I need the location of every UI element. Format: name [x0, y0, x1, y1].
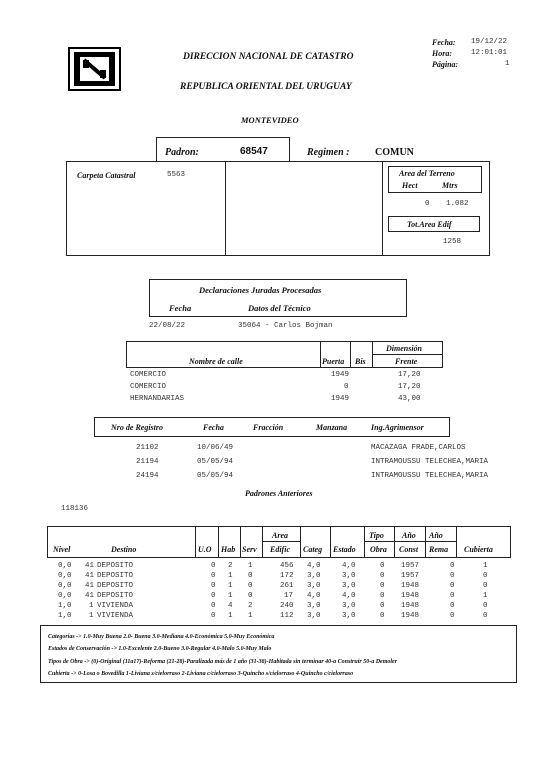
area-cell: 17	[284, 592, 294, 600]
agrimensor-label: Ing.Agrimensor	[371, 423, 424, 432]
categ-cell: 4,0	[307, 592, 321, 600]
tipo-cell: 0	[380, 602, 385, 610]
const-cell: 1948	[401, 582, 420, 590]
table-row	[0, 371, 543, 380]
rema-cell: 0	[450, 582, 455, 590]
cod-cell: 1	[89, 612, 94, 620]
tipo-cell: 0	[380, 572, 385, 580]
calle-puerta: 0	[344, 383, 349, 391]
destino-cell: VIVIENDA	[97, 602, 134, 610]
regimen-value: COMUN	[375, 147, 414, 158]
uo-cell: 0	[211, 562, 216, 570]
tot-area-label: Tot.Area Edif	[407, 220, 452, 229]
nombre-calle-label: Nombre de calle	[189, 357, 243, 366]
destino-cell: DEPOSITO	[97, 572, 134, 580]
destino-header: Destino	[111, 545, 137, 554]
calle-nombre: COMERCIO	[130, 383, 167, 391]
fraccion-label: Fracción	[253, 423, 284, 432]
serv-cell: 1	[248, 562, 253, 570]
anio-const-header-top: Año	[402, 531, 416, 540]
uo-header: U.O	[198, 545, 212, 554]
declaraciones-title: Declaraciones Juradas Procesadas	[199, 285, 322, 295]
hab-header: Hab	[221, 545, 236, 554]
declaraciones-tecnico-label: Datos del Técnico	[248, 303, 311, 313]
calle-nombre: HERNANDARIAS	[130, 395, 185, 403]
const-cell: 1957	[401, 562, 420, 570]
pagina-value: 1	[505, 60, 510, 68]
fecha-value: 19/12/22	[471, 38, 508, 46]
registro-fecha-label: Fecha	[203, 423, 224, 432]
serv-cell: 0	[248, 592, 253, 600]
uo-cell: 0	[211, 592, 216, 600]
calle-puerta: 1949	[331, 395, 350, 403]
const-cell: 1957	[401, 572, 420, 580]
tot-area-value: 1258	[443, 238, 462, 246]
cubierta-header: Cubierta	[464, 545, 493, 554]
cod-cell: 41	[85, 562, 95, 570]
area-terreno-label: Area del Terreno	[399, 169, 455, 178]
area-cell: 261	[280, 582, 294, 590]
table-row	[0, 602, 543, 611]
destino-cell: DEPOSITO	[97, 582, 134, 590]
calle-frente: 17,20	[398, 371, 421, 379]
categ-cell: 3,0	[307, 612, 321, 620]
registro-agrimensor: MACAZAGA FRADE,CARLOS	[371, 444, 466, 452]
nivel-cell: 0,0	[58, 582, 72, 590]
registro-nro: 24194	[136, 472, 159, 480]
legend-cubierta: Cubierta -> 0-Losa o Bovedilla 1-Liviana s/cielorraso 2-Liviana c/cielorraso 3-Quincho s/cielorraso 4-Quincho c/cielorraso	[48, 671, 354, 677]
estado-cell: 3,0	[342, 582, 356, 590]
calle-nombre: COMERCIO	[130, 371, 167, 379]
carpeta-label: Carpeta Catastral	[77, 171, 136, 180]
registro-agrimensor: INTRAMOUSSU TELECHEA,MARIA	[371, 472, 489, 480]
categ-cell: 3,0	[307, 572, 321, 580]
registro-fecha: 10/06/49	[197, 444, 234, 452]
cubierta-cell: 0	[483, 612, 488, 620]
serv-header: Serv	[242, 545, 257, 554]
area-cell: 172	[280, 572, 294, 580]
const-cell: 1948	[401, 612, 420, 620]
calle-frente: 43,00	[398, 395, 421, 403]
nivel-header: Nivel	[53, 545, 71, 554]
nivel-cell: 1,0	[58, 612, 72, 620]
area-cell: 240	[280, 602, 294, 610]
rema-cell: 0	[450, 612, 455, 620]
padrones-anteriores-value: 118136	[61, 505, 89, 513]
table-row	[0, 582, 543, 591]
tipo-cell: 0	[380, 592, 385, 600]
categ-cell: 4,0	[307, 562, 321, 570]
tipo-cell: 0	[380, 582, 385, 590]
hab-cell: 4	[228, 602, 233, 610]
hect-value: 0	[425, 200, 430, 208]
area-header-top: Area	[272, 531, 288, 540]
declaraciones-fecha-value: 22/08/22	[149, 322, 186, 330]
nivel-cell: 1,0	[58, 602, 72, 610]
table-row	[0, 444, 543, 453]
rema-cell: 0	[450, 562, 455, 570]
table-row	[0, 472, 543, 481]
nro-registro-label: Nro de Registro	[111, 423, 163, 432]
nivel-cell: 0,0	[58, 562, 72, 570]
estado-cell: 3,0	[342, 572, 356, 580]
anio-rema-header-bottom: Rema	[429, 545, 449, 554]
puerta-label: Puerta	[322, 357, 345, 366]
hora-value: 12:01:01	[471, 49, 508, 57]
regimen-label: Regimen :	[307, 147, 350, 158]
hab-cell: 1	[228, 592, 233, 600]
cubierta-cell: 1	[483, 592, 488, 600]
uo-cell: 0	[211, 612, 216, 620]
uo-cell: 0	[211, 572, 216, 580]
cubierta-cell: 0	[483, 582, 488, 590]
calles-rows	[0, 371, 543, 407]
rema-cell: 0	[450, 572, 455, 580]
legend-estados: Estados de Conservación -> 1.0-Excelente 2.0-Bueno 3.0-Regular 4.0-Malo 5.0-Muy Malo	[48, 646, 272, 652]
header-title-1: DIRECCION NACIONAL DE CATASTRO	[183, 52, 354, 62]
nivel-cell: 0,0	[58, 572, 72, 580]
anio-const-header-bottom: Const	[399, 545, 419, 554]
destino-cell: DEPOSITO	[97, 592, 134, 600]
serv-cell: 2	[248, 602, 253, 610]
cod-cell: 1	[89, 602, 94, 610]
serv-cell: 0	[248, 582, 253, 590]
padron-value: 68547	[240, 146, 268, 157]
cod-cell: 41	[85, 592, 95, 600]
table-row	[0, 395, 543, 404]
registro-nro: 21194	[136, 458, 159, 466]
carpeta-value: 5563	[167, 171, 186, 179]
area-cell: 112	[280, 612, 294, 620]
destino-cell: DEPOSITO	[97, 562, 134, 570]
mtrs-value: 1.082	[446, 200, 469, 208]
frente-label: Frente	[395, 357, 418, 366]
dimension-label: Dimensión	[386, 344, 423, 353]
registro-rows	[0, 444, 543, 484]
catastro-logo-icon	[68, 47, 121, 91]
hab-cell: 2	[228, 562, 233, 570]
legend-tipos-obra: Tipos de Obra -> (0)-Original (11a17)-Reforma (21-28)-Paralizada más de 1 año (31-38)-Habitada sin terminar 40-a Construir 50-a Demoler	[48, 659, 398, 665]
cod-cell: 41	[85, 572, 95, 580]
registro-fecha: 05/05/94	[197, 458, 234, 466]
padron-label: Padron:	[165, 147, 199, 158]
tipo-cell: 0	[380, 612, 385, 620]
nivel-cell: 0,0	[58, 592, 72, 600]
table-row	[0, 612, 543, 621]
hect-label: Hect	[402, 181, 418, 190]
calle-frente: 17,20	[398, 383, 421, 391]
pagina-label: Página:	[432, 60, 459, 69]
estado-cell: 3,0	[342, 612, 356, 620]
registro-fecha: 05/05/94	[197, 472, 234, 480]
area-cell: 456	[280, 562, 294, 570]
manzana-label: Manzana	[316, 423, 348, 432]
legend-box	[40, 625, 517, 683]
tipo-header-top: Tipo	[369, 531, 384, 540]
padrones-anteriores-title: Padrones Anteriores	[245, 489, 313, 498]
cubierta-cell: 1	[483, 562, 488, 570]
cod-cell: 41	[85, 582, 95, 590]
table-row	[0, 458, 543, 467]
hab-cell: 1	[228, 582, 233, 590]
categ-header: Categ	[303, 545, 323, 554]
uo-cell: 0	[211, 602, 216, 610]
categ-cell: 3,0	[307, 582, 321, 590]
declaraciones-fecha-label: Fecha	[169, 303, 192, 313]
table-row	[0, 592, 543, 601]
categ-cell: 3,0	[307, 602, 321, 610]
tipo-header-bottom: Obra	[370, 545, 387, 554]
table-row	[0, 562, 543, 571]
fecha-label: Fecha:	[432, 38, 456, 47]
declaraciones-tecnico-value: 35064 - Carlos Bojman	[238, 322, 333, 330]
cubierta-cell: 0	[483, 602, 488, 610]
edificaciones-rows	[0, 562, 543, 624]
hora-label: Hora:	[432, 49, 452, 58]
table-row	[0, 572, 543, 581]
department-title: MONTEVIDEO	[241, 115, 299, 125]
const-cell: 1948	[401, 592, 420, 600]
serv-cell: 1	[248, 612, 253, 620]
table-row	[0, 383, 543, 392]
registro-agrimensor: INTRAMOUSSU TELECHEA,MARIA	[371, 458, 489, 466]
anio-rema-header-top: Año	[429, 531, 443, 540]
registro-nro: 21102	[136, 444, 159, 452]
header-title-2: REPUBLICA ORIENTAL DEL URUGUAY	[180, 82, 352, 92]
destino-cell: VIVIENDA	[97, 612, 134, 620]
estado-cell: 4,0	[342, 592, 356, 600]
cubierta-cell: 0	[483, 572, 488, 580]
estado-cell: 4,0	[342, 562, 356, 570]
bis-label: Bis	[355, 357, 366, 366]
legend-categorias: Categorías -> 1.0-Muy Buena 2.0- Buena 3.0-Mediana 4.0-Económica 5.0-Muy Económica	[48, 634, 275, 640]
calle-puerta: 1949	[331, 371, 350, 379]
const-cell: 1948	[401, 602, 420, 610]
serv-cell: 0	[248, 572, 253, 580]
rema-cell: 0	[450, 592, 455, 600]
hab-cell: 1	[228, 572, 233, 580]
tipo-cell: 0	[380, 562, 385, 570]
uo-cell: 0	[211, 582, 216, 590]
mtrs-label: Mtrs	[442, 181, 458, 190]
estado-header: Estado	[333, 545, 356, 554]
area-header-bottom: Edific	[270, 545, 290, 554]
estado-cell: 3,0	[342, 602, 356, 610]
rema-cell: 0	[450, 602, 455, 610]
hab-cell: 1	[228, 612, 233, 620]
